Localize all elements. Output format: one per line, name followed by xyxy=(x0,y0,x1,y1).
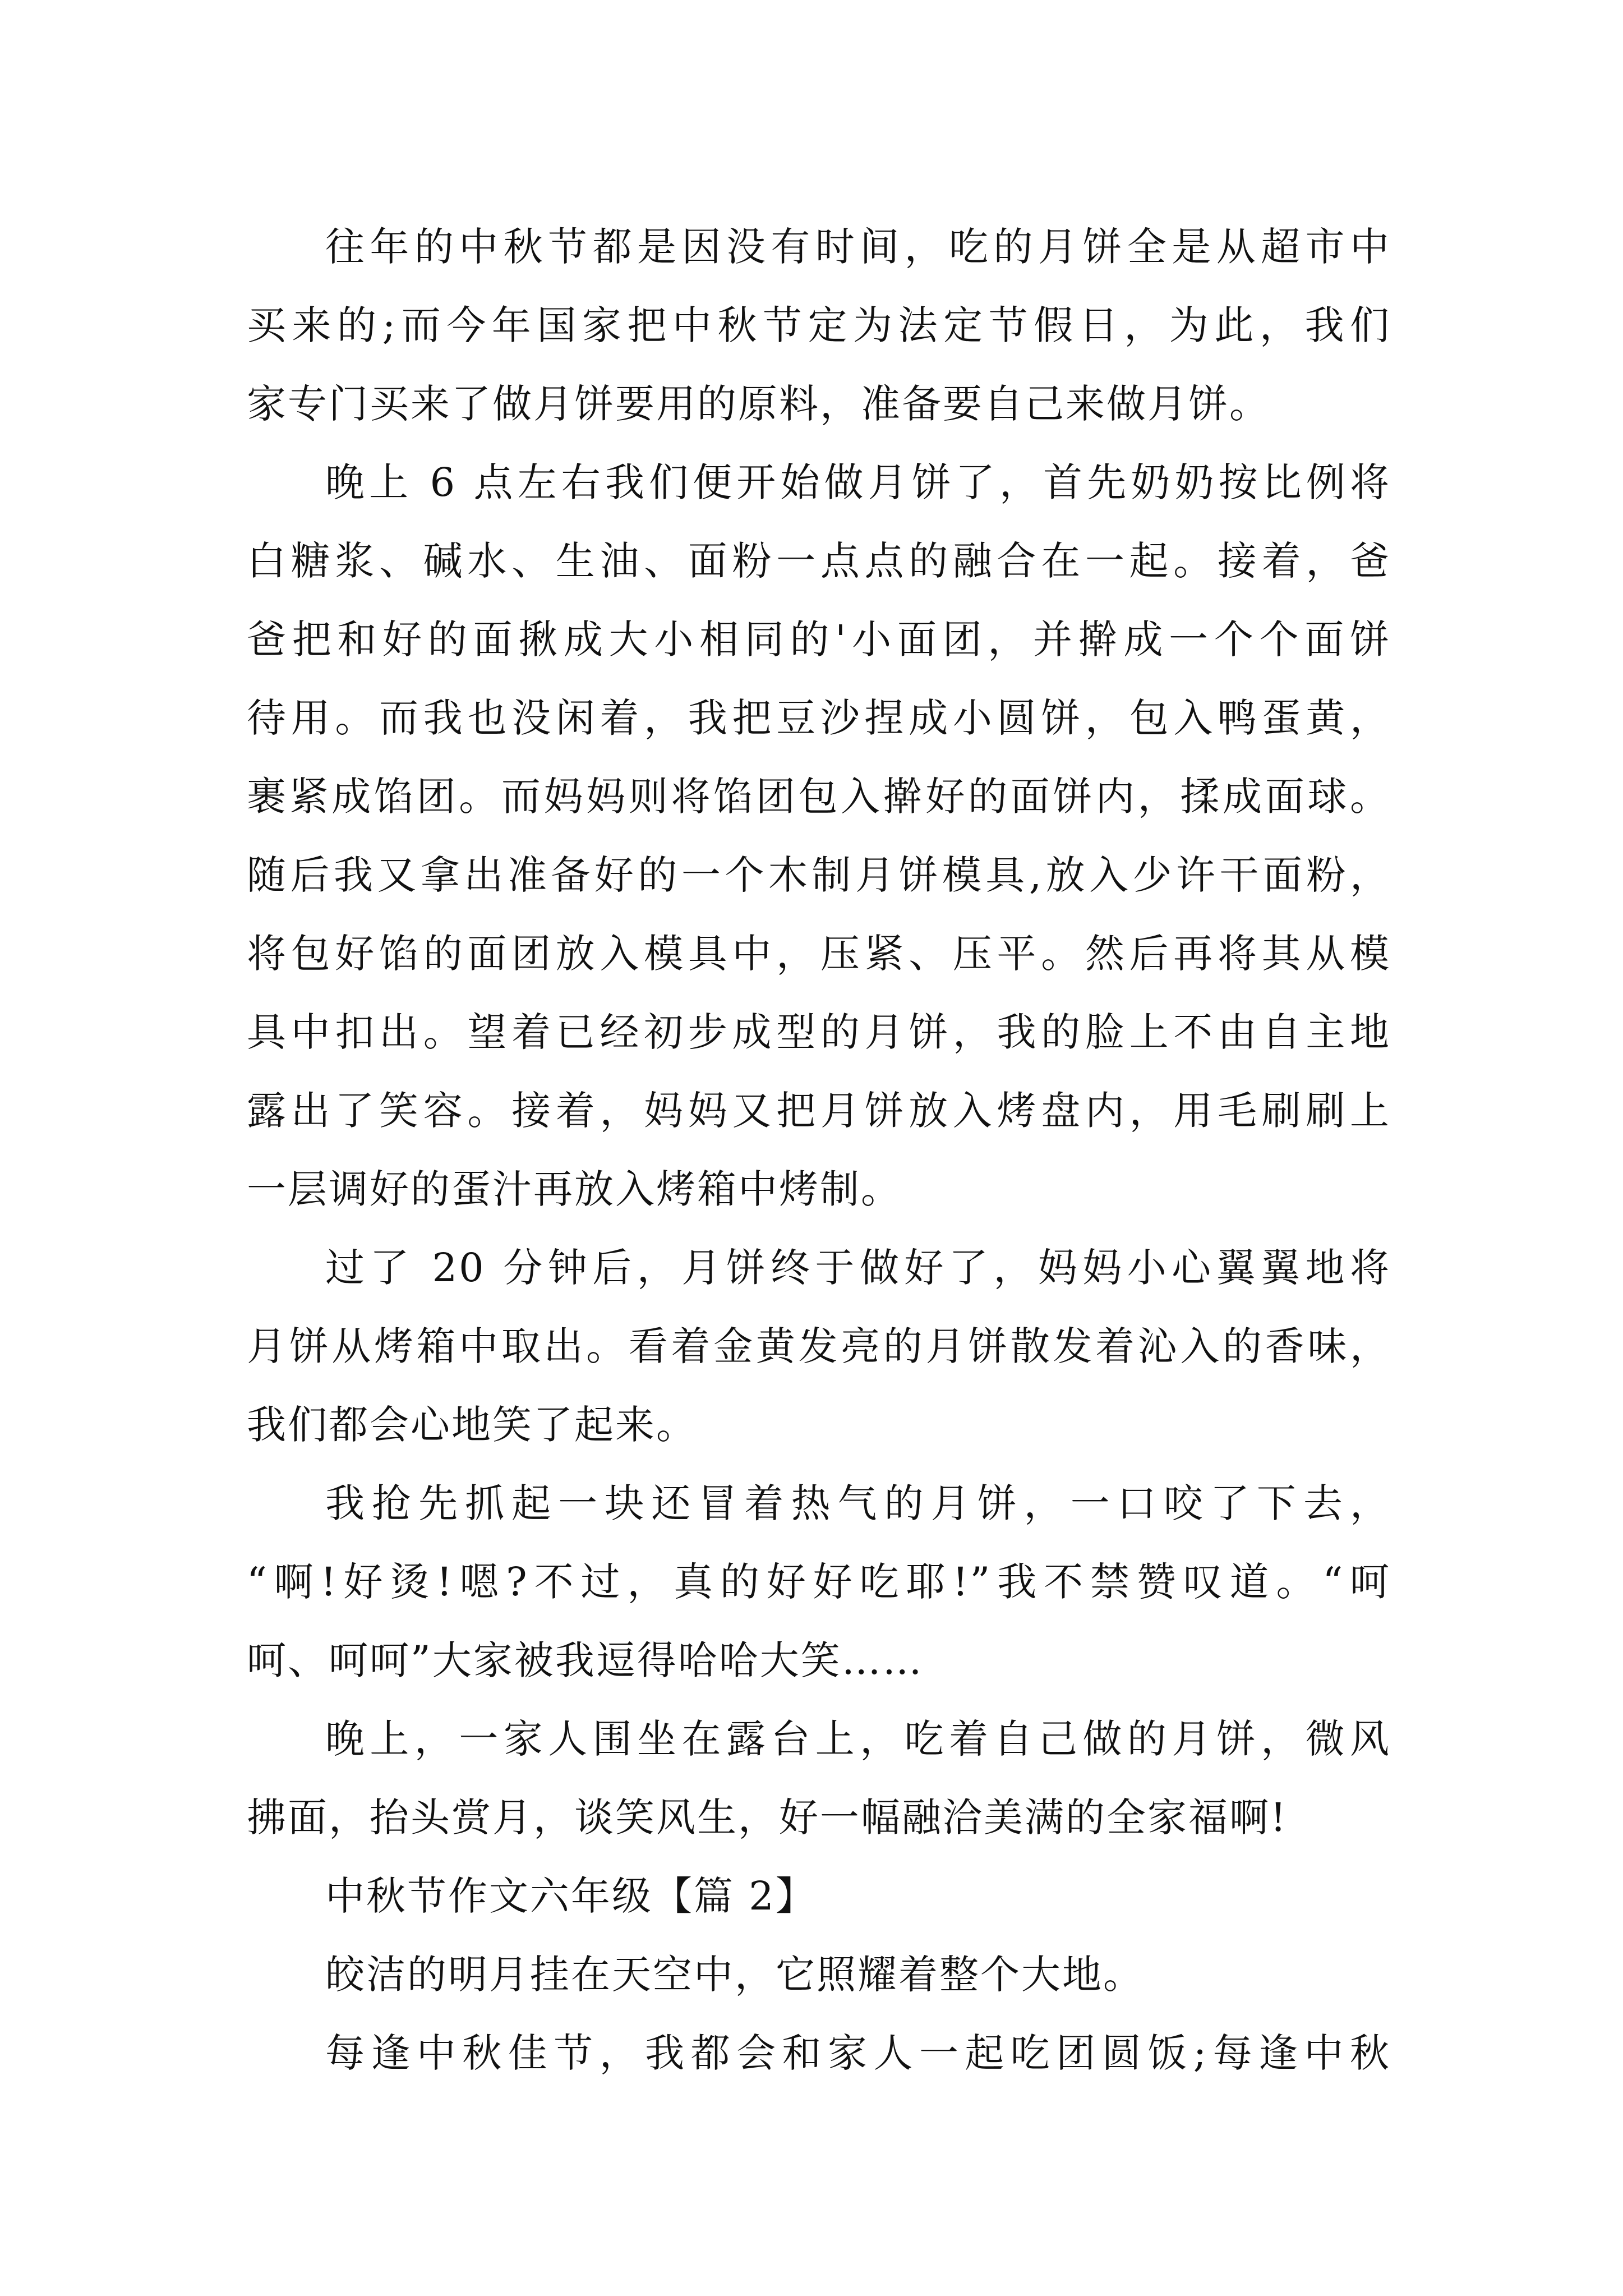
text-line: 每逢中秋佳节，我都会和家人一起吃团圆饭;每逢中秋 xyxy=(325,2030,1391,2076)
text-line: 往年的中秋节都是因没有时间，吃的月饼全是从超市中 xyxy=(325,224,1391,270)
text-line: “啊!好烫!嗯?不过，真的好好吃耶!”我不禁赞叹道。“呵 xyxy=(247,1559,1391,1605)
text-line: 晚上 6 点左右我们便开始做月饼了，首先奶奶按比例将 xyxy=(325,459,1391,505)
section-heading: 中秋节作文六年级【篇 2】 xyxy=(325,1873,817,1919)
text-line: 呵、呵呵”大家被我逗得哈哈大笑…… xyxy=(247,1637,924,1683)
text-line: 随后我又拿出准备好的一个木制月饼模具,放入少许干面粉， xyxy=(247,852,1391,898)
text-line: 我抢先抓起一块还冒着热气的月饼，一口咬了下去， xyxy=(325,1480,1391,1526)
text-line: 皎洁的明月挂在天空中，它照耀着整个大地。 xyxy=(325,1952,1144,1998)
text-line: 买来的;而今年国家把中秋节定为法定节假日，为此，我们 xyxy=(247,302,1391,348)
text-line: 一层调好的蛋汁再放入烤箱中烤制。 xyxy=(247,1166,902,1212)
text-line: 白糖浆、碱水、生油、面粉一点点的融合在一起。接着，爸 xyxy=(247,538,1391,584)
text-line: 露出了笑容。接着，妈妈又把月饼放入烤盘内，用毛刷刷上 xyxy=(247,1088,1391,1134)
text-line: 将包好馅的面团放入模具中，压紧、压平。然后再将其从模 xyxy=(247,931,1391,977)
text-line: 我们都会心地笑了起来。 xyxy=(247,1402,697,1448)
text-line: 待用。而我也没闲着，我把豆沙捏成小圆饼，包入鸭蛋黄， xyxy=(247,695,1391,741)
text-line: 具中扣出。望着已经初步成型的月饼，我的脸上不由自主地 xyxy=(247,1009,1391,1055)
text-line: 晚上，一家人围坐在露台上，吃着自己做的月饼，微风 xyxy=(325,1716,1391,1762)
text-line: 爸把和好的面揪成大小相同的'小面团，并擀成一个个面饼 xyxy=(247,616,1391,662)
text-line: 月饼从烤箱中取出。看着金黄发亮的月饼散发着沁入的香味， xyxy=(247,1323,1391,1369)
text-line: 过了 20 分钟后，月饼终于做好了，妈妈小心翼翼地将 xyxy=(325,1245,1391,1291)
text-line: 拂面，抬头赏月，谈笑风生，好一幅融洽美满的全家福啊! xyxy=(247,1795,1288,1841)
text-line: 家专门买来了做月饼要用的原料，准备要自己来做月饼。 xyxy=(247,381,1270,427)
text-line: 裹紧成馅团。而妈妈则将馅团包入擀好的面饼内，揉成面球。 xyxy=(247,774,1391,820)
